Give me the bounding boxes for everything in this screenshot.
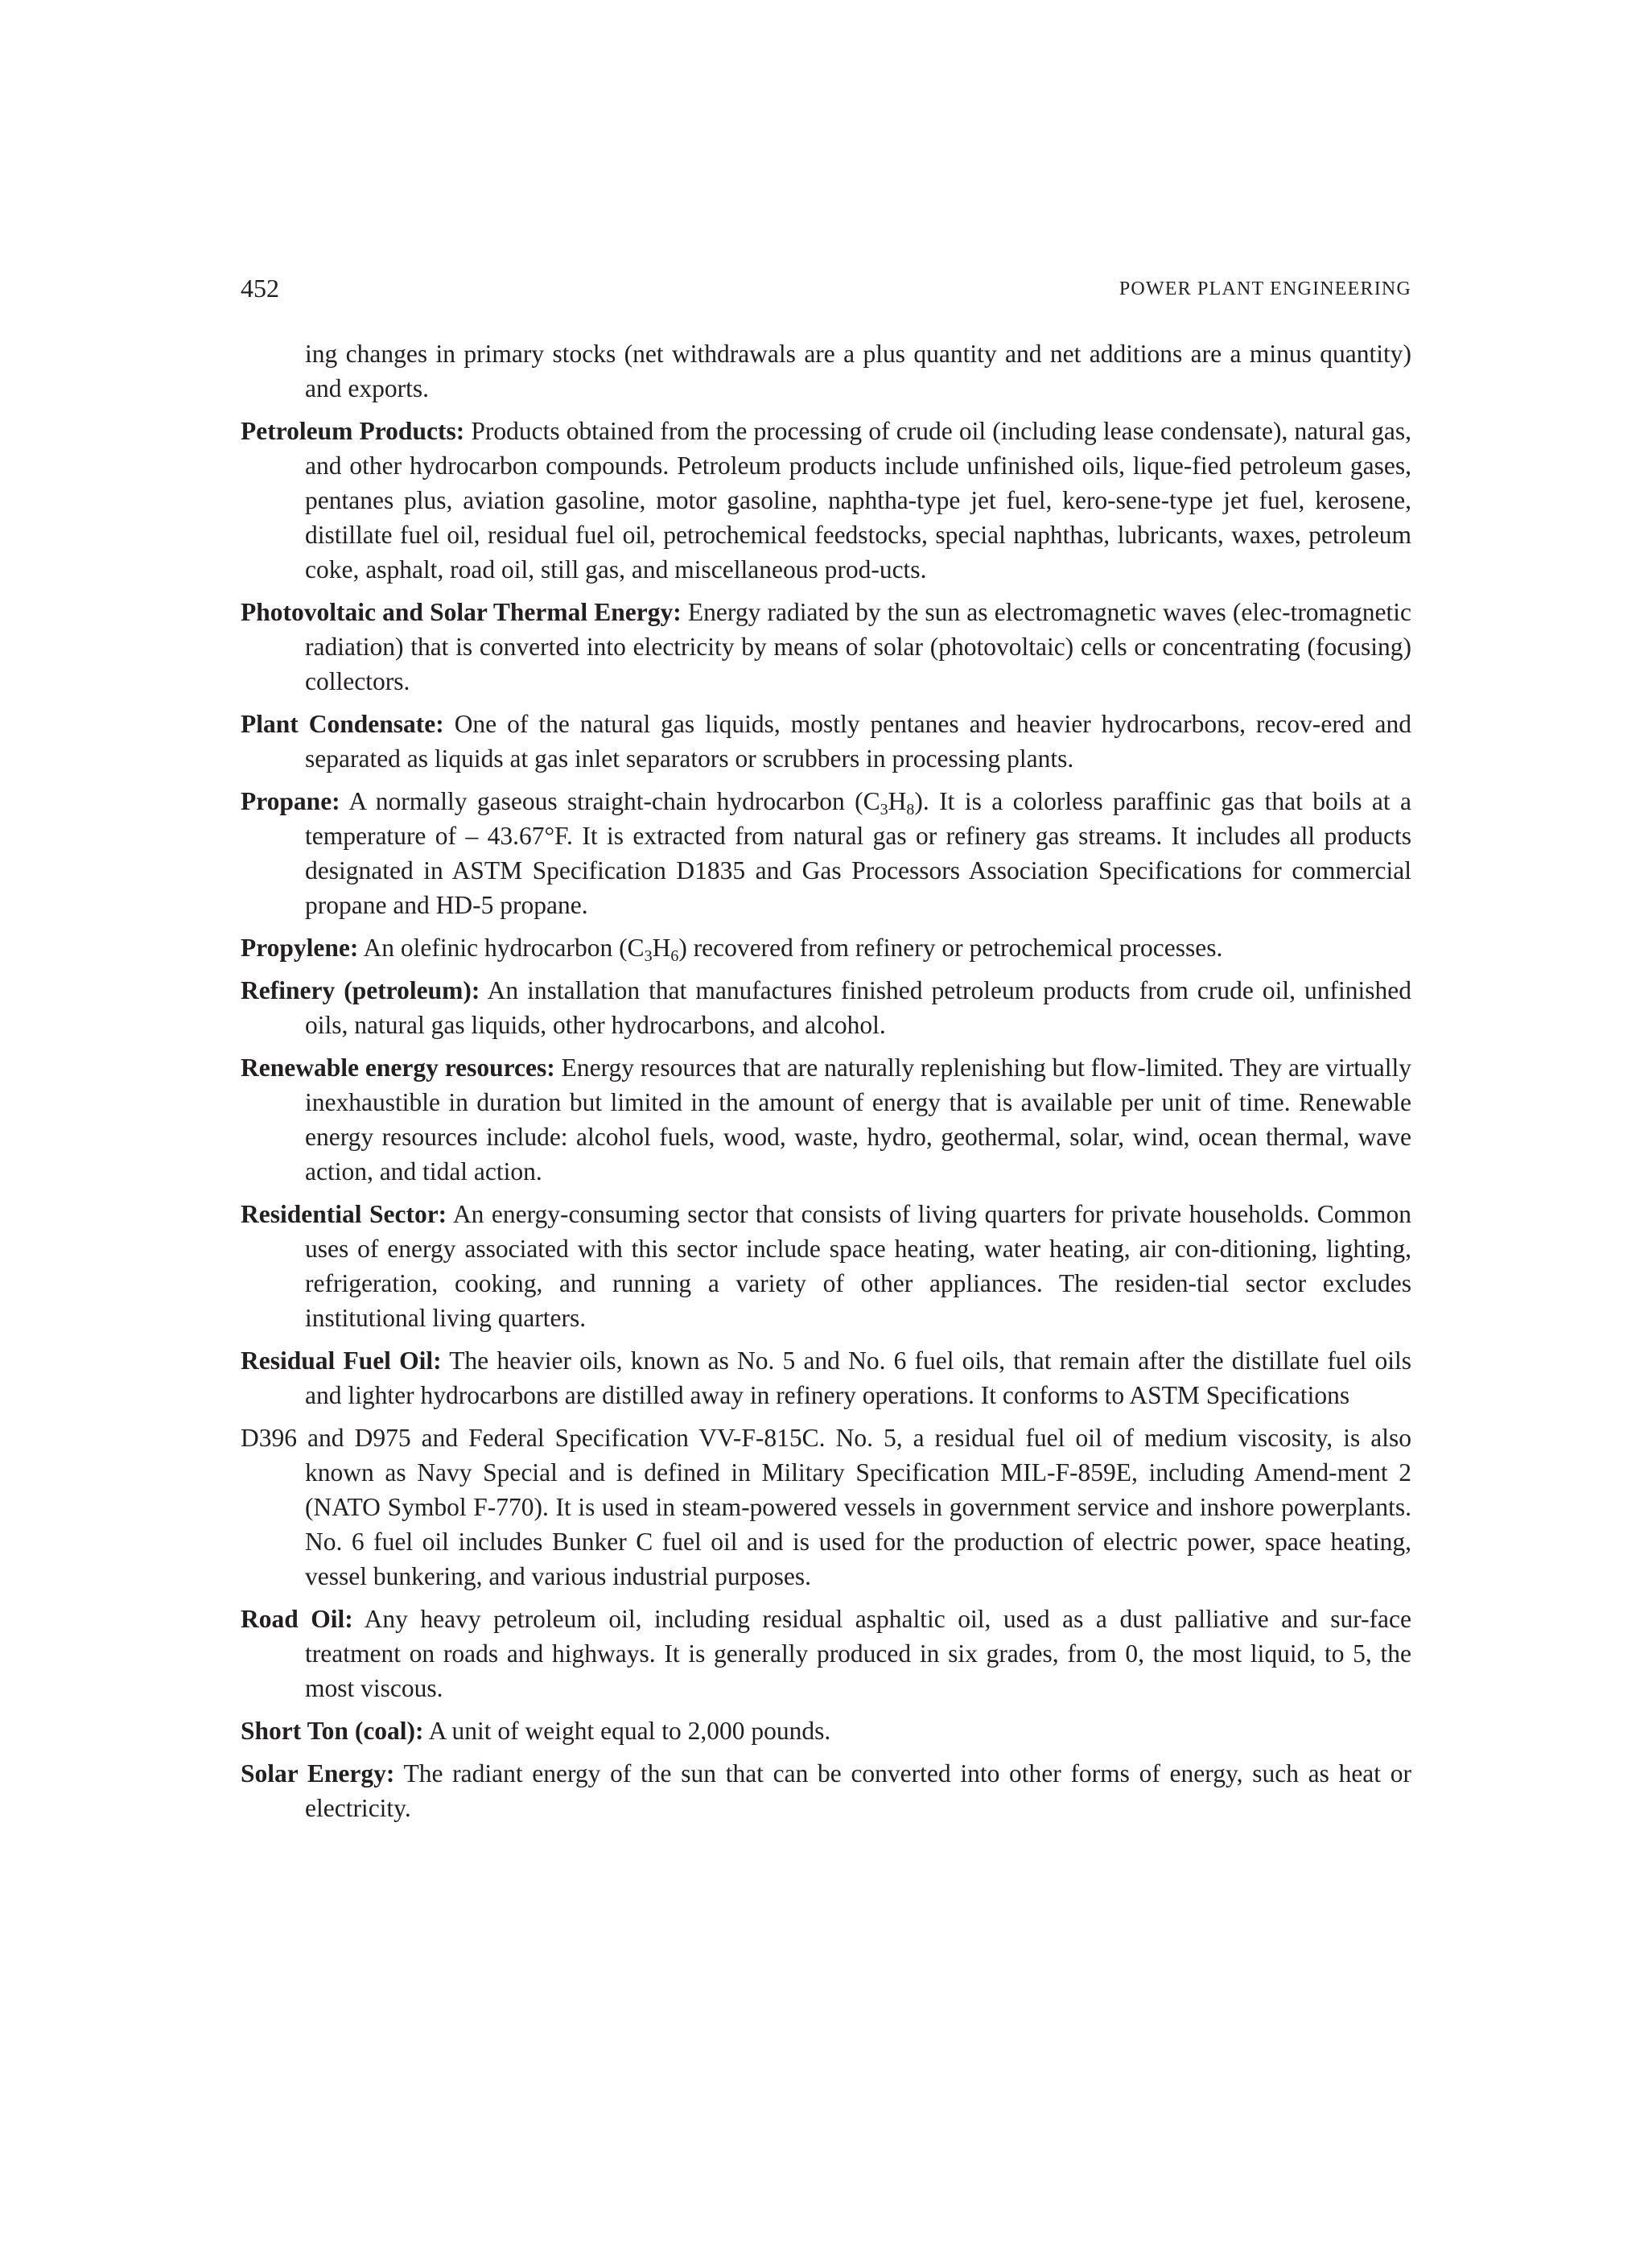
glossary-term: Photovoltaic and Solar Thermal Energy:	[241, 598, 682, 626]
glossary-entry-short-ton	[241, 1713, 1411, 1748]
page-header	[241, 274, 1411, 314]
glossary-term: Refinery (petroleum):	[241, 976, 480, 1004]
definition-text: D396 and D975 and Federal Specification VV-F-815C. No. 5, a residual fuel oil of medium viscosity, is also known as Navy Special and is defined in Military Specification MIL-F-859E, including Amend-ment 2 (NATO Symbol F-770). It is used in steam-powered vessels in government service and inshore powerplants. No. 6 fuel oil includes Bunker C fuel oil and is used for the production of electric power, space heating, vessel bunkering, and various industrial purposes.	[241, 1424, 1411, 1590]
definition-text: An energy-consuming sector that consists of living quarters for private households. Common uses of energy associated with this sector include space heating, water heating, air con-ditioning, lighting, refrigeration, cooking, and running a variety of other appliances. The residen-tial sector excludes institutional living quarters.	[305, 1200, 1411, 1332]
definition-text: One of the natural gas liquids, mostly pentanes and heavier hydrocarbons, recov-ered and separated as liquids at gas inlet separators or scrubbers in processing plants.	[305, 710, 1412, 773]
subscript: 3	[644, 947, 653, 965]
glossary-entry-road-oil	[241, 1602, 1411, 1705]
glossary-entry-residential	[241, 1197, 1411, 1335]
definition-text: Any heavy petroleum oil, including residual asphaltic oil, used as a dust palliative and sur-face treatment on roads and highways. It is generally produced in six grades, from 0, the most liquid, to 5, the most viscous.	[305, 1605, 1412, 1702]
glossary-term: Propane:	[241, 787, 340, 815]
definition-text: ) recovered from refinery or petrochemical processes.	[678, 934, 1223, 962]
glossary-term: Renewable energy resources:	[241, 1054, 555, 1082]
glossary-term: Road Oil:	[241, 1605, 353, 1633]
definition-text: H	[888, 787, 907, 815]
glossary-entry-continuation	[241, 336, 1411, 406]
glossary-entry-petroleum-products	[241, 414, 1411, 587]
page-number: 452	[241, 274, 279, 303]
definition-text: H	[652, 934, 671, 962]
glossary-entry-propane	[241, 784, 1411, 922]
glossary-term: Petroleum Products:	[241, 417, 465, 445]
glossary-term: Plant Condensate:	[241, 710, 444, 738]
glossary-entry-d396	[241, 1421, 1411, 1594]
subscript: 3	[880, 801, 888, 819]
definition-text: A unit of weight equal to 2,000 pounds.	[428, 1717, 831, 1745]
glossary-term: Solar Energy:	[241, 1759, 395, 1788]
definition-text: ing changes in primary stocks (net withdrawals are a plus quantity and net additions are a minus quantity) and exports.	[305, 340, 1411, 402]
definition-text: ). It is a colorless paraffinic gas that boils at a temperature of – 43.67°F. It is extracted from natural gas or refinery gas streams. It includes all products designated in ASTM Specification D1835 and Gas Processors Association Specifications for commercial propane and HD-5 propane.	[305, 787, 1411, 919]
subscript: 8	[906, 801, 915, 819]
glossary-entry-propylene	[241, 930, 1411, 965]
glossary-entry-plant-condensate	[241, 707, 1411, 776]
definition-text: Products obtained from the processing of crude oil (including lease condensate), natural gas, and other hydrocarbon compounds. Petroleum products include unfinished oils, lique-fied petroleum gases, pentanes plus, aviation gasoline, motor gasoline, naphtha-type jet fuel, kero-sene-type jet fuel, kerosene, distillate fuel oil, residual fuel oil, petrochemical feedstocks, special naphthas, lubricants, waxes, petroleum coke, asphalt, road oil, still gas, and miscellaneous prod-ucts.	[305, 417, 1412, 583]
definition-text: An installation that manufactures finished petroleum products from crude oil, unfinished oils, natural gas liquids, other hydrocarbons, and alcohol.	[305, 976, 1411, 1039]
definition-text: Energy radiated by the sun as electromagnetic waves (elec-tromagnetic radiation) that is converted into electricity by means of solar (photovoltaic) cells or concentrating (focusing) collectors.	[305, 598, 1412, 695]
glossary-term: Short Ton (coal):	[241, 1717, 424, 1745]
glossary-content	[241, 336, 1411, 1833]
subscript: 6	[670, 947, 679, 965]
glossary-term: Propylene:	[241, 934, 359, 962]
glossary-entry-renewable	[241, 1050, 1411, 1189]
glossary-entry-photovoltaic	[241, 595, 1411, 699]
glossary-term: Residual Fuel Oil:	[241, 1346, 442, 1375]
running-head: POWER PLANT ENGINEERING	[1119, 278, 1411, 299]
definition-text: A normally gaseous straight-chain hydrocarbon (C	[348, 787, 880, 815]
definition-text: Energy resources that are naturally replenishing but flow-limited. They are virtually inexhaustible in duration but limited in the amount of energy that is available per unit of time. Renewable energy resources include: alcohol fuels, wood, waste, hydro, geothermal, solar, wind, ocean thermal, wave action, and tidal action.	[305, 1054, 1411, 1186]
definition-text: The heavier oils, known as No. 5 and No. 6 fuel oils, that remain after the distillate fuel oils and lighter hydrocarbons are distilled away in refinery operations. It conforms to ASTM Specifications	[305, 1346, 1411, 1409]
glossary-entry-solar-energy	[241, 1756, 1411, 1825]
glossary-term: Residential Sector:	[241, 1200, 447, 1228]
glossary-entry-refinery	[241, 973, 1411, 1042]
glossary-entry-residual-fuel-oil	[241, 1343, 1411, 1412]
definition-text: An olefinic hydrocarbon (C	[363, 934, 645, 962]
definition-text: The radiant energy of the sun that can be converted into other forms of energy, such as heat or electricity.	[305, 1759, 1411, 1822]
